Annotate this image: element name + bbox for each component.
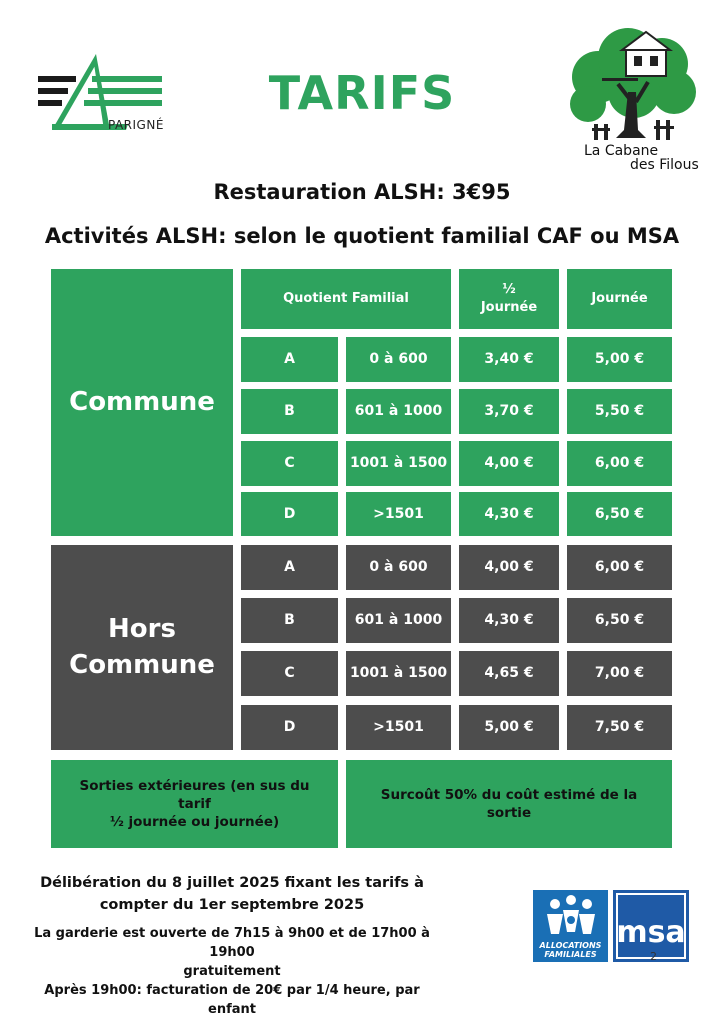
commune-d-full: 6,50 € — [567, 492, 672, 536]
header-quotient-familial: Quotient Familial — [241, 269, 451, 329]
commune-c-half: 4,00 € — [459, 441, 559, 486]
garderie-line2: gratuitement — [183, 964, 281, 979]
activites-subtitle: Activités ALSH: selon le quotient familial CAF ou MSA — [44, 224, 680, 248]
hors-c-code: C — [241, 651, 338, 696]
commune-b-full: 5,50 € — [567, 389, 672, 434]
header-half-day — [459, 269, 559, 329]
hors-a-code: A — [241, 545, 338, 590]
hors-b-full: 6,50 € — [567, 598, 672, 643]
page-number: 2 — [650, 950, 657, 963]
hors-b-half: 4,30 € — [459, 598, 559, 643]
hors-c-range: 1001 à 1500 — [346, 651, 451, 696]
group-cell-hors-commune — [51, 545, 233, 750]
hors-c-full: 7,00 € — [567, 651, 672, 696]
commune-c-code: C — [241, 441, 338, 486]
commune-d-code: D — [241, 492, 338, 536]
commune-b-range: 601 à 1000 — [346, 389, 451, 434]
deliberation-line1: Délibération du 8 juillet 2025 fixant les tarifs à — [40, 875, 424, 891]
sorties-exterieures-cell — [51, 760, 338, 848]
restauration-price: Restauration ALSH: 3€95 — [213, 180, 511, 204]
hors-b-code: B — [241, 598, 338, 643]
hors-d-half: 5,00 € — [459, 705, 559, 750]
hors-c-half: 4,65 € — [459, 651, 559, 696]
parigne-logo-text: PARIGNÉ — [108, 118, 164, 132]
header-half-day-line2: Journée — [480, 300, 538, 315]
hors-d-range: >1501 — [346, 705, 451, 750]
commune-b-code: B — [241, 389, 338, 434]
sorties-line2: ½ journée ou journée) — [109, 814, 280, 831]
hors-d-full: 7,50 € — [567, 705, 672, 750]
garderie-line1: La garderie est ouverte de 7h15 à 9h00 et de 17h00 à 19h00 — [34, 926, 430, 960]
group-label-commune: Commune — [69, 386, 215, 417]
cabane-logo-text-line1: La Cabane — [584, 143, 659, 159]
cabane-logo-text-line2: des Filous — [630, 157, 699, 173]
msa-logo-text: msa — [616, 915, 686, 950]
commune-d-half: 4,30 € — [459, 492, 559, 536]
sorties-line1: Sorties extérieures (en sus du tarif — [79, 777, 310, 812]
group-label-hors-line1: Hors — [108, 614, 176, 645]
group-label-hors-line2: Commune — [69, 649, 215, 680]
caf-logo-line1: ALLOCATIONS — [539, 941, 602, 950]
hors-d-code: D — [241, 705, 338, 750]
hors-a-range: 0 à 600 — [346, 545, 451, 590]
commune-a-range: 0 à 600 — [346, 337, 451, 382]
group-cell-commune — [51, 269, 233, 536]
hors-a-full: 6,00 € — [567, 545, 672, 590]
hors-b-range: 601 à 1000 — [346, 598, 451, 643]
commune-a-code: A — [241, 337, 338, 382]
commune-d-range: >1501 — [346, 492, 451, 536]
caf-logo — [533, 890, 608, 962]
hors-a-half: 4,00 € — [459, 545, 559, 590]
commune-a-full: 5,00 € — [567, 337, 672, 382]
header-half-day-line1: ½ — [502, 282, 516, 298]
surcout-cell: Surcoût 50% du coût estimé de la sortie — [346, 760, 672, 848]
commune-c-full: 6,00 € — [567, 441, 672, 486]
deliberation-line2: compter du 1er septembre 2025 — [99, 897, 365, 913]
deliberation-text — [22, 872, 442, 916]
commune-b-half: 3,70 € — [459, 389, 559, 434]
garderie-text — [22, 924, 442, 1019]
commune-c-range: 1001 à 1500 — [346, 441, 451, 486]
header-full-day: Journée — [567, 269, 672, 329]
caf-logo-line2: FAMILIALES — [544, 950, 597, 959]
commune-a-half: 3,40 € — [459, 337, 559, 382]
garderie-line3: Après 19h00: facturation de 20€ par 1/4 heure, par enfant — [44, 983, 420, 1017]
page-title: TARIFS — [268, 66, 456, 120]
